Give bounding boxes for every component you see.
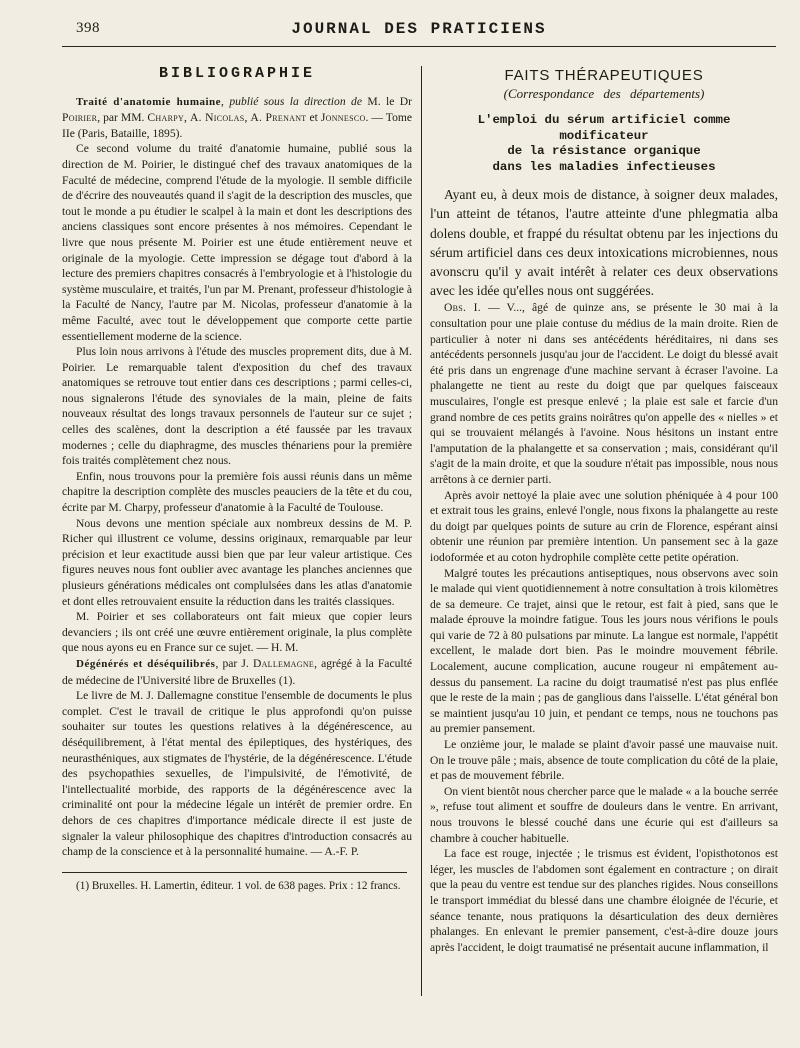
review-paragraph: Le livre de M. J. Dallemagne constitue l'ensemble de documents le plus complet. C'est le travail de critique le plus approfondi qu'on puisse souhaiter sur toutes les questions relatives à la dégénérescence, au déséquilibrement, à l'état mental des épileptiques, des hystériques, des neurasthéniques, aux stigmates de l'hystérie, de la dégénérescence. L'étude des psychopathies sexuelles, de l'impulsivité, de l'émotivité, de l'intellectualité morbide, des rapports de la dégénérescence avec la criminalité ont pour la médecine légale un intérêt de premier ordre. En dehors de ces chapitres d'importance médicale directe il est juste de signaler la valeur philosophique des chapitres d'introduction consacrés au champ de la conscience et à la personnalité humaine. — A.-F. P. xyxy=(62,689,412,859)
author-name: Dallemagne xyxy=(252,656,315,670)
author-name: Charpy xyxy=(147,111,185,125)
author-name: Jonnesco xyxy=(320,111,366,125)
footnote-rule xyxy=(62,872,407,873)
page-number: 398 xyxy=(76,20,100,36)
review-paragraph: Enfin, nous trouvons pour la première fois aussi réunis dans un même chapitre la description complète des muscles peauciers de la tête et du cou, écrite par M. Charpy, professeur d'anatomie à la Faculté de Toulouse. xyxy=(62,469,412,515)
review-paragraph: Ce second volume du traité d'anatomie humaine, publié sous la direction de M. Poirier, le distingué chef des travaux anatomiques de la Faculté de médecine, comprend l'étude de la myologie. Il semble difficile de d'écrire des nouveautés quand il s'agit de la description des muscles, que tout le monde a pu étudier le scalpel à la main et dont les descriptions des anciens classiques sont encore présentes à nos mémoires. Cependant le livre que nous présente M. Poirier est une étude entièrement neuve et originale de la myologie. Cette impression se dégage tout d'abord à la lecture des premiers chapitres consacrés à l'embryologie et à l'histologie du système musculaire, et traités, l'un par M. Prenant, professeur d'histologie à la Faculté de Nancy, l'autre par M. Nicolas, professeur d'anatomie à la même Faculté, avec tout le développement que comporte cette partie essentiellement moderne de la science. xyxy=(62,142,412,343)
column-divider xyxy=(421,66,422,996)
article-paragraph: Le onzième jour, le malade se plaint d'avoir passé une mauvaise nuit. On le trouve pâle ; mais, absence de toute complication du côté de la plaie, et pas de mouvement fébrile. xyxy=(430,738,778,783)
article-paragraph: On vient bientôt nous chercher parce que le malade « a la bouche serrée », refuse tout aliment et souffre de douleurs dans le ventre. En arrivant, nous trouvons le blessé couché dans une écurie qui est d'ailleurs sa chambre à coucher habituelle. xyxy=(430,784,778,845)
page-header xyxy=(62,20,776,48)
journal-title: JOURNAL DES PRATICIENS xyxy=(291,20,547,38)
bibliographie-title: BIBLIOGRAPHIE xyxy=(158,65,316,82)
book-subtitle: publié sous la direction de xyxy=(229,94,362,108)
article-paragraph: Malgré toutes les précautions antiseptiques, nous observons avec soin le malade qui vient quotidiennement à notre consultation à trois kilomètres de sa demeure. Ce trajet, ainsi que le retour, est fait à pied, sans que le malade éprouve la moindre fatigue. Tous les jours nous vérifions le pouls qui varie de 72 à 80 pulsations par minute. La langue est normale, l'appétit excellent, le malade dort bien. Pas le moindre mouvement fébrile. Localement, aucune complication, aucune rougeur ni empâtement au-dessus du pansement. La racine du doigt traumatisé n'est pas plus enflée que le reste de la main ; pas de ganglious dans l'aisselle. L'état général bon se maintient jusqu'au 10 juin, et pendant ce temps, nous ne touchons pas au premier pansement. xyxy=(430,566,778,736)
observation-paragraph xyxy=(430,300,778,487)
footnote: (1) Bruxelles. H. Lamertin, éditeur. 1 vol. de 638 pages. Prix : 12 francs. xyxy=(76,879,401,892)
book-title: Dégénérés et déséquilibrés xyxy=(76,657,216,670)
review-paragraph: M. Poirier et ses collaborateurs ont fait mieux que copier leurs devanciers ; ils ont créé une œuvre entièrement originale, la plus complète que nous ayons eu en France sur ce sujet. — H. M. xyxy=(62,610,412,655)
author-join: et xyxy=(309,111,318,125)
review-paragraph: Plus loin nous arrivons à l'étude des muscles proprement dits, due à M. Poirier. Le remarquable talent d'exposition du chef des travaux anatomiques se retrouve tout entier dans ces descriptions ; parmi celles-ci, nous signalerons l'étude des synoviales de la main, pleine de faits nouveaux résultat des longs travaux personnels de l'auteur sur ce sujet ; celles des scalènes, dont la description a été faussée par les travaux modernes ; celle du diaphragme, des muscles thénariens pour la première fois traités complètement chez nous. xyxy=(62,345,412,468)
book-entry-header: Traité d'anatomie humaine, publié sous la direction de M. le Dr Poirier, par MM. Charpy, A. Nicolas, A. Prenant et Jonnesco. — Tome IIe (Paris, Bataille, 1895). xyxy=(62,94,413,140)
review-paragraph: Nous devons une mention spéciale aux nombreux dessins de M. P. Richer qui illustrent ce volume, dessins originaux, remarquable par leur précision et leur exactitude aussi bien que par leur valeur artistique. Ces figures neuves nous font oublier avec avantage les planches anciennes que plusieurs générations médicales ont complulsées dans les atlas d'anatomie et dont elles retrouvaient ensuite la réduction dans les traités classiques. xyxy=(62,516,412,608)
publication-info: , agrégé à la Faculté de médecine de l'Université libre de Bruxelles (1). xyxy=(62,656,412,687)
article-title-line: de la résistance organique xyxy=(507,144,701,159)
faits-therapeutiques-column xyxy=(430,64,778,955)
publication-info: . — Tome IIe (Paris, Bataille, 1895). xyxy=(62,111,413,140)
article-title-line: L'emploi du sérum artificiel comme modificateur xyxy=(477,113,731,143)
observation-text: — V..., âgé de quinze ans, se présente le 30 mai à la consultation pour une plaie contuse du médius de la main droite. Rien de particulier à noter ni dans ses antécédents héréditaires, ni dans ses antécédents personnels jusqu'au jour de l'accident. Le doigt du blessé avait été pris dans un engrenage d'une machine servant à écraser l'avoine. La phalangette ne tient au reste du doigt que par quelques faisceaux musculaires, l'ongle est presque enlevé ; la plaie est sale et farcie d'un grand nombre de ces petits grains noirâtres qu'on appelle des « nielles » et qui se trouvaient mélangés à l'avoine. Nous hésitons un instant entre l'amputation de la phalangette et sa conservation ; mais, considérant qu'il s'agit de la main droite, et que la soudure n'était pas impossible, nous nous arrêtons à ce dernier parti. xyxy=(430,301,778,486)
article-paragraph: La face est rouge, injectée ; le trismus est évident, l'opisthotonos est léger, les muscles de l'abdomen sont également en contracture ; on dirait que la peau du ventre est tendue sur des planches rigides. Nous conseillons le transport immédiat du blessé dans une chambre éloignée de l'écurie, et séance tenante, nous pratiquons la désarticulation des deux dernières phalanges. En enlevant le premier pansement, c'est-à-dire douze jours après l'accident, le doigt traumatisé ne présentait aucune inflammation, il xyxy=(430,847,778,954)
article-title-line: dans les maladies infectieuses xyxy=(492,159,716,174)
article-title xyxy=(430,113,778,175)
article-paragraph: Après avoir nettoyé la plaie avec une solution phéniquée à 4 pour 100 et extrait tous les grains, enlevé l'ongle, nous fixons la phalangette au reste du doigt par quelques points de suture au crin de Florence, espérant ainsi obtenir une réunion par première intention. Un pansement sec à la gaze iodoformée et au coton hydrophile complète cette petite opération. xyxy=(430,488,778,564)
bibliographie-column xyxy=(62,64,412,893)
article-body xyxy=(430,300,778,955)
author-prefix: M. le Dr xyxy=(367,94,413,108)
faits-title: FAITS THÉRAPEUTIQUES xyxy=(504,67,704,84)
author-join: , par J. xyxy=(215,656,249,670)
faits-subtitle: (Correspondance des départements) xyxy=(503,85,705,101)
article-lead: Ayant eu, à deux mois de distance, à soigner deux malades, l'un atteint de tétanos, l'autre atteinte d'une phlegmatia alba dolens double, et frappé du résultat obtenu par les injections du sérum artificiel dans ces deux intoxications microbiennes, nous avonscru qu'il y avait intérêt à relater ces deux observations avec les idée qu'elles nous ont suggérées. xyxy=(430,187,778,299)
book-entry-header xyxy=(62,656,412,688)
author-name: A. Nicolas xyxy=(189,111,245,125)
observation-label: Obs. I. xyxy=(444,301,481,315)
header-rule xyxy=(62,46,776,47)
author-name: Poirier xyxy=(62,111,98,125)
book-title: Traité d'anatomie humaine xyxy=(76,95,222,108)
author-join: , par MM. xyxy=(97,111,145,125)
author-name: A. Prenant xyxy=(250,111,307,125)
